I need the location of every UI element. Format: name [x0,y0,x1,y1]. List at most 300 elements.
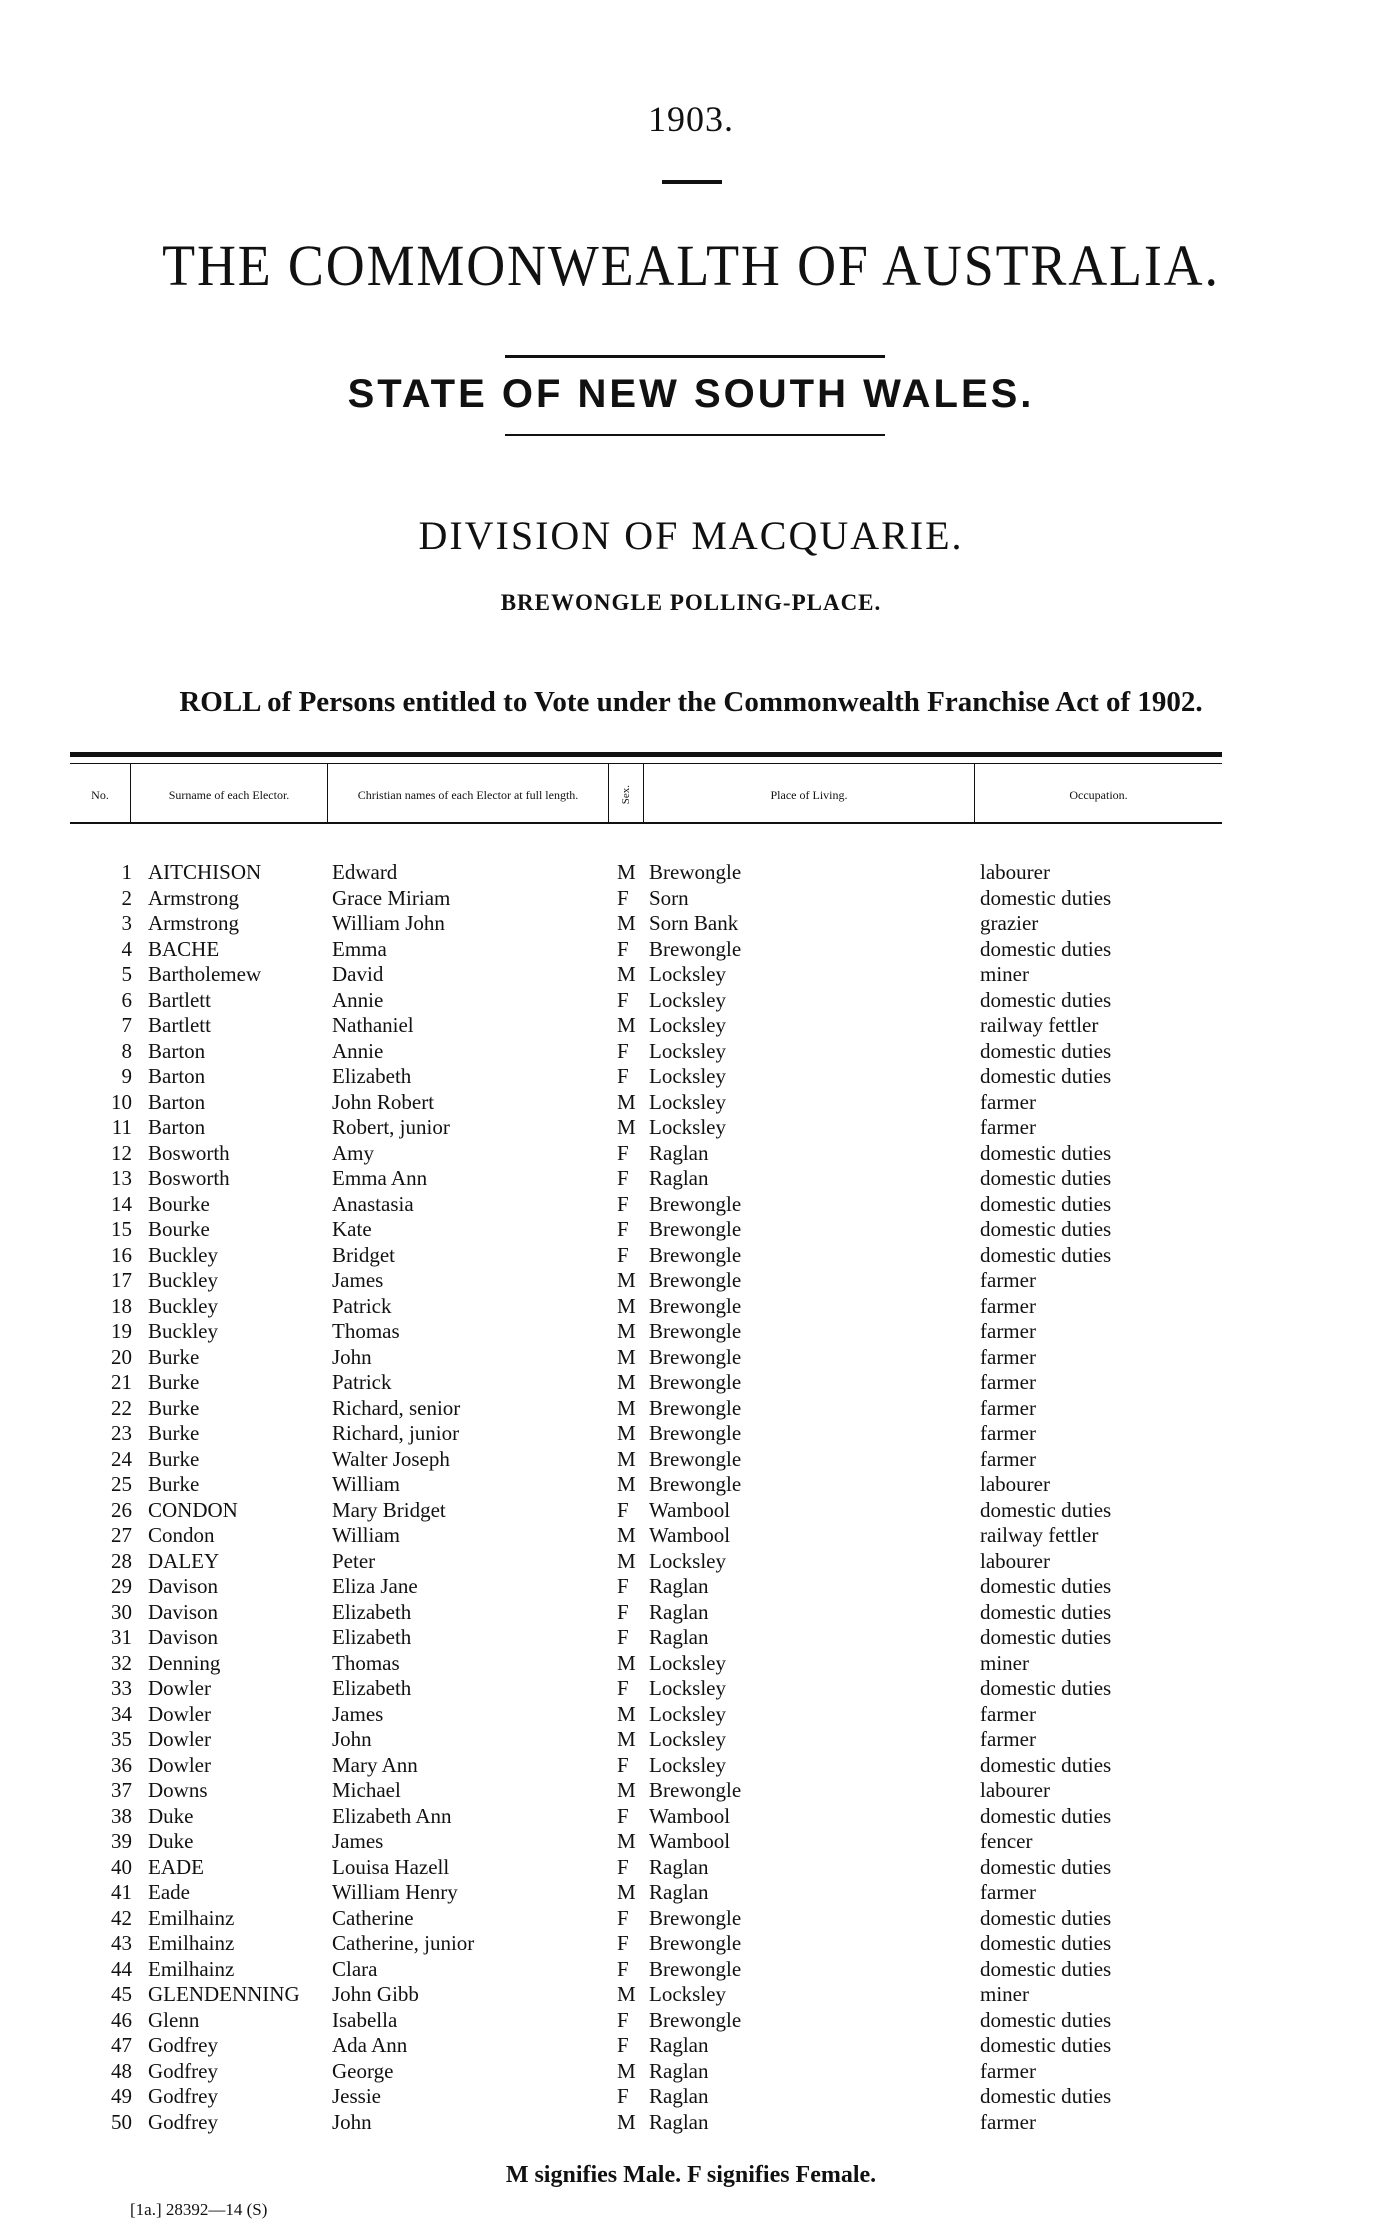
row-place-of-living: Wambool [649,1803,731,1828]
row-place-of-living: Locksley [649,1064,726,1088]
table-row [0,1294,1382,1320]
row-sex: M [617,1319,636,1343]
row-sex: F [617,1217,629,1241]
row-surname: Davison [148,1574,218,1598]
row-christian-names: Amy [332,1140,374,1165]
row-christian-names: James [332,1701,384,1726]
row-sex: M [617,1829,636,1853]
row-number: 35 [111,1727,132,1751]
row-christian-names: William John [332,911,445,935]
row-occupation: domestic duties [980,1599,1112,1624]
row-number: 15 [111,1217,132,1241]
row-occupation: farmer [980,1319,1036,1343]
row-sex: F [617,1676,629,1700]
table-row [0,1778,1382,1804]
row-place-of-living: Locksley [649,1115,726,1139]
row-surname: Glenn [148,2007,200,2032]
table-row [0,1141,1382,1167]
row-sex: F [617,1625,629,1649]
row-surname: Dowler [148,1752,211,1777]
table-row [0,988,1382,1014]
print-code: [1a.] 28392—14 (S) [130,2200,268,2219]
row-place-of-living: Raglan [649,1854,709,1879]
row-surname: Barton [148,1038,206,1063]
table-row [0,1829,1382,1855]
row-place-of-living: Locksley [649,1038,726,1063]
row-sex: M [617,911,636,935]
row-surname: Burke [148,1370,200,1394]
row-occupation: domestic duties [980,1574,1112,1598]
table-row [0,1370,1382,1396]
row-surname: Emilhainz [148,1905,235,1930]
row-sex: M [617,1421,636,1445]
row-christian-names: Thomas [332,1650,400,1675]
row-sex: M [617,1982,636,2006]
row-number: 36 [111,1752,132,1777]
row-surname: GLENDENNING [148,1982,300,2006]
row-occupation: miner [980,962,1029,986]
row-number: 42 [111,1905,132,1930]
table-row [0,1345,1382,1371]
row-occupation: domestic duties [980,1140,1112,1165]
row-place-of-living: Brewongle [649,1931,742,1955]
row-number: 47 [111,2033,132,2057]
row-surname: Buckley [148,1293,218,1318]
row-number: 31 [111,1625,132,1649]
row-christian-names: Emma Ann [332,1166,428,1190]
row-surname: Bourke [148,1217,210,1241]
row-place-of-living: Wambool [649,1829,731,1853]
row-christian-names: Peter [332,1548,376,1573]
row-occupation: farmer [980,1115,1036,1139]
row-christian-names: William [332,1472,400,1496]
row-number: 11 [111,1115,132,1139]
row-surname: Armstrong [148,885,239,910]
row-sex: M [617,860,636,884]
row-christian-names: Annie [332,987,384,1012]
row-sex: F [617,2033,629,2057]
row-place-of-living: Raglan [649,1140,709,1165]
row-number: 41 [111,1880,132,1904]
table-row [0,1727,1382,1753]
row-occupation: farmer [980,1395,1036,1420]
row-occupation: domestic duties [980,1191,1112,1216]
row-sex: F [617,1497,629,1522]
row-sex: M [617,1089,636,1114]
row-occupation: farmer [980,1293,1036,1318]
row-sex: F [617,1242,629,1267]
row-number: 28 [111,1548,132,1573]
row-place-of-living: Raglan [649,2058,709,2083]
row-surname: Buckley [148,1319,218,1343]
table-row [0,1013,1382,1039]
row-place-of-living: Brewongle [649,1905,742,1930]
row-christian-names: Mary Bridget [332,1497,446,1522]
row-christian-names: Eliza Jane [332,1574,418,1598]
row-christian-names: Elizabeth [332,1599,412,1624]
row-number: 3 [121,911,132,935]
row-number: 37 [111,1778,132,1802]
row-surname: Godfrey [148,2033,218,2057]
row-place-of-living: Locksley [649,1676,726,1700]
row-place-of-living: Locksley [649,1650,726,1675]
row-place-of-living: Locksley [649,1982,726,2006]
row-sex: F [617,1854,629,1879]
row-occupation: domestic duties [980,1676,1112,1700]
row-place-of-living: Sorn [649,885,689,910]
row-occupation: labourer [980,1472,1050,1496]
row-occupation: domestic duties [980,1038,1112,1063]
table-row [0,2008,1382,2034]
row-place-of-living: Brewongle [649,1242,742,1267]
row-surname: Burke [148,1446,200,1471]
row-surname: BACHE [148,936,220,961]
table-row [0,1498,1382,1524]
row-surname: Barton [148,1089,206,1114]
table-row [0,1931,1382,1957]
row-place-of-living: Brewongle [649,1472,742,1496]
table-row [0,1472,1382,1498]
row-sex: F [617,1931,629,1955]
row-christian-names: Elizabeth Ann [332,1803,452,1828]
row-sex: F [617,1803,629,1828]
row-number: 20 [111,1344,132,1369]
row-number: 19 [111,1319,132,1343]
row-sex: M [617,1880,636,1904]
table-row [0,1115,1382,1141]
row-surname: Buckley [148,1268,218,1292]
row-occupation: farmer [980,1880,1036,1904]
row-place-of-living: Locksley [649,1548,726,1573]
table-row [0,1039,1382,1065]
row-surname: Godfrey [148,2109,218,2134]
table-row [0,1549,1382,1575]
row-place-of-living: Raglan [649,2109,709,2134]
sex-header-label: Sex. [619,785,632,805]
row-number: 13 [111,1166,132,1190]
row-occupation: farmer [980,1089,1036,1114]
row-place-of-living: Locksley [649,1752,726,1777]
row-occupation: farmer [980,1446,1036,1471]
row-number: 23 [111,1421,132,1445]
row-occupation: railway fettler [980,1013,1099,1037]
row-occupation: domestic duties [980,1854,1112,1879]
row-number: 40 [111,1854,132,1879]
row-occupation: labourer [980,1548,1050,1573]
row-christian-names: Thomas [332,1319,400,1343]
row-sex: M [617,1548,636,1573]
row-christian-names: Elizabeth [332,1676,412,1700]
table-row [0,1192,1382,1218]
row-christian-names: Elizabeth [332,1064,412,1088]
row-number: 44 [111,1956,132,1981]
row-place-of-living: Brewongle [649,936,742,961]
row-sex: F [617,1956,629,1981]
row-christian-names: John [332,1727,372,1751]
table-row [0,1166,1382,1192]
row-sex: F [617,936,629,961]
row-surname: Bartlett [148,1013,211,1037]
row-christian-names: Clara [332,1956,378,1981]
row-number: 33 [111,1676,132,1700]
row-christian-names: John Gibb [332,1982,419,2006]
row-christian-names: Catherine [332,1905,414,1930]
row-christian-names: Kate [332,1217,372,1241]
table-row [0,886,1382,912]
table-row [0,1957,1382,1983]
table-row [0,1574,1382,1600]
row-sex: M [617,1293,636,1318]
row-surname: Bosworth [148,1166,230,1190]
row-place-of-living: Brewongle [649,2007,742,2032]
row-occupation: domestic duties [980,1064,1112,1088]
row-sex: F [617,987,629,1012]
row-sex: F [617,885,629,910]
row-surname: Godfrey [148,2058,218,2083]
row-christian-names: William Henry [332,1880,458,1904]
table-row [0,860,1382,886]
row-occupation: farmer [980,1421,1036,1445]
table-row [0,1217,1382,1243]
column-header-sex [609,770,643,820]
row-occupation: farmer [980,2058,1036,2083]
table-header-bottom-rule [70,822,1222,824]
row-occupation: domestic duties [980,1931,1112,1955]
row-surname: EADE [148,1854,204,1879]
row-sex: F [617,1166,629,1190]
row-surname: CONDON [148,1497,238,1522]
row-surname: Emilhainz [148,1956,235,1981]
row-sex: M [617,1446,636,1471]
table-row [0,1906,1382,1932]
state-heading: STATE OF NEW SOUTH WALES. [347,372,1035,416]
table-row [0,1421,1382,1447]
row-christian-names: James [332,1829,384,1853]
table-row [0,1268,1382,1294]
row-place-of-living: Locksley [649,987,726,1012]
row-place-of-living: Raglan [649,2033,709,2057]
table-row [0,2033,1382,2059]
row-surname: Burke [148,1395,200,1420]
row-sex: F [617,1752,629,1777]
row-place-of-living: Locksley [649,962,726,986]
row-occupation: farmer [980,1268,1036,1292]
row-sex: M [617,962,636,986]
sex-legend-note: M signifies Male. F signifies Female. [505,2162,877,2188]
document-year: 1903. [648,99,734,139]
row-sex: F [617,2007,629,2032]
division-heading: DIVISION OF MACQUARIE. [418,513,964,558]
table-row [0,1523,1382,1549]
row-sex: F [617,1064,629,1088]
row-christian-names: Bridget [332,1242,395,1267]
row-sex: F [617,1038,629,1063]
row-sex: M [617,1778,636,1802]
row-occupation: farmer [980,1701,1036,1726]
table-row [0,2059,1382,2085]
row-place-of-living: Brewongle [649,1421,742,1445]
row-christian-names: Nathaniel [332,1013,414,1037]
row-place-of-living: Brewongle [649,1319,742,1343]
table-row [0,1982,1382,2008]
row-number: 14 [111,1191,132,1216]
row-sex: M [617,1115,636,1139]
row-occupation: domestic duties [980,2033,1112,2057]
row-number: 27 [111,1523,132,1547]
row-christian-names: William [332,1523,400,1547]
commonwealth-heading: THE COMMONWEALTH OF AUSTRALIA. [162,233,1220,298]
column-header-christian-names: Christian names of each Elector at full length. [357,787,579,802]
row-number: 46 [111,2007,132,2032]
row-sex: M [617,2109,636,2134]
row-number: 22 [111,1395,132,1420]
row-place-of-living: Locksley [649,1727,726,1751]
row-christian-names: Richard, junior [332,1421,460,1445]
row-occupation: farmer [980,1727,1036,1751]
table-row [0,2084,1382,2110]
row-number: 7 [121,1013,132,1037]
row-occupation: miner [980,1650,1029,1675]
row-christian-names: Edward [332,860,398,884]
row-sex: M [617,1472,636,1496]
row-occupation: farmer [980,2109,1036,2134]
row-number: 4 [121,936,132,961]
row-number: 32 [111,1650,132,1675]
row-occupation: domestic duties [980,1956,1112,1981]
row-christian-names: Patrick [332,1293,392,1318]
table-row [0,911,1382,937]
row-sex: F [617,1599,629,1624]
table-row [0,1090,1382,1116]
row-occupation: domestic duties [980,2007,1112,2032]
row-surname: Dowler [148,1676,211,1700]
row-occupation: domestic duties [980,2084,1112,2108]
row-number: 17 [111,1268,132,1292]
row-christian-names: Mary Ann [332,1752,418,1777]
row-place-of-living: Brewongle [649,1344,742,1369]
row-christian-names: Patrick [332,1370,392,1394]
row-surname: Bosworth [148,1140,230,1165]
row-occupation: railway fettler [980,1523,1099,1547]
divider-short [662,180,722,184]
row-place-of-living: Wambool [649,1497,731,1522]
table-top-rule [70,752,1222,757]
row-surname: Burke [148,1472,200,1496]
row-christian-names: John [332,2109,372,2134]
row-surname: Barton [148,1115,206,1139]
row-surname: Godfrey [148,2084,218,2108]
row-surname: Duke [148,1803,194,1828]
row-number: 1 [121,860,132,884]
row-place-of-living: Brewongle [649,1446,742,1471]
row-christian-names: George [332,2058,394,2083]
table-row [0,937,1382,963]
row-christian-names: Annie [332,1038,384,1063]
row-number: 34 [111,1701,132,1726]
table-row [0,1600,1382,1626]
table-row [0,1319,1382,1345]
row-occupation: grazier [980,911,1039,935]
table-row [0,962,1382,988]
row-surname: Bartholemew [148,962,262,986]
row-surname: Eade [148,1880,190,1904]
row-surname: Davison [148,1625,218,1649]
row-number: 21 [111,1370,132,1394]
row-occupation: domestic duties [980,987,1112,1012]
row-place-of-living: Raglan [649,1625,709,1649]
row-christian-names: Walter Joseph [332,1446,450,1471]
elector-list [0,860,1382,2135]
row-sex: M [617,1701,636,1726]
row-occupation: domestic duties [980,1242,1112,1267]
row-occupation: labourer [980,860,1050,884]
table-row [0,1880,1382,1906]
row-number: 5 [121,962,132,986]
table-row [0,1243,1382,1269]
row-occupation: domestic duties [980,936,1112,961]
row-place-of-living: Raglan [649,1880,709,1904]
row-surname: DALEY [148,1548,220,1573]
row-christian-names: Elizabeth [332,1625,412,1649]
row-occupation: domestic duties [980,1625,1112,1649]
row-place-of-living: Raglan [649,1166,709,1190]
row-surname: Duke [148,1829,194,1853]
row-christian-names: Robert, junior [332,1115,450,1139]
row-surname: Dowler [148,1727,211,1751]
table-row [0,1702,1382,1728]
row-occupation: farmer [980,1370,1036,1394]
row-number: 48 [111,2058,132,2083]
row-number: 9 [121,1064,132,1088]
row-sex: F [617,1191,629,1216]
row-number: 16 [111,1242,132,1267]
row-surname: Davison [148,1599,218,1624]
row-number: 12 [111,1140,132,1165]
row-sex: M [617,1370,636,1394]
table-row [0,1447,1382,1473]
row-christian-names: Michael [332,1778,401,1802]
polling-place-heading: BREWONGLE POLLING-PLACE. [500,590,882,615]
row-number: 49 [111,2084,132,2108]
row-place-of-living: Raglan [649,1574,709,1598]
row-surname: Dowler [148,1701,211,1726]
row-number: 18 [111,1293,132,1318]
row-number: 38 [111,1803,132,1828]
row-surname: Barton [148,1064,206,1088]
row-christian-names: James [332,1268,384,1292]
row-christian-names: Isabella [332,2007,398,2032]
row-place-of-living: Brewongle [649,1293,742,1318]
row-christian-names: Emma [332,936,387,961]
row-number: 8 [121,1038,132,1063]
row-place-of-living: Sorn Bank [649,911,739,935]
table-row [0,1064,1382,1090]
row-surname: Buckley [148,1242,218,1267]
row-place-of-living: Wambool [649,1523,731,1547]
row-place-of-living: Brewongle [649,1395,742,1420]
table-row [0,1676,1382,1702]
row-christian-names: Ada Ann [332,2033,408,2057]
row-occupation: domestic duties [980,1803,1112,1828]
row-sex: M [617,2058,636,2083]
table-row [0,1804,1382,1830]
row-sex: M [617,1013,636,1037]
row-place-of-living: Brewongle [649,1956,742,1981]
row-sex: F [617,1905,629,1930]
row-christian-names: Jessie [332,2084,381,2108]
row-surname: Downs [148,1778,208,1802]
row-sex: F [617,2084,629,2108]
